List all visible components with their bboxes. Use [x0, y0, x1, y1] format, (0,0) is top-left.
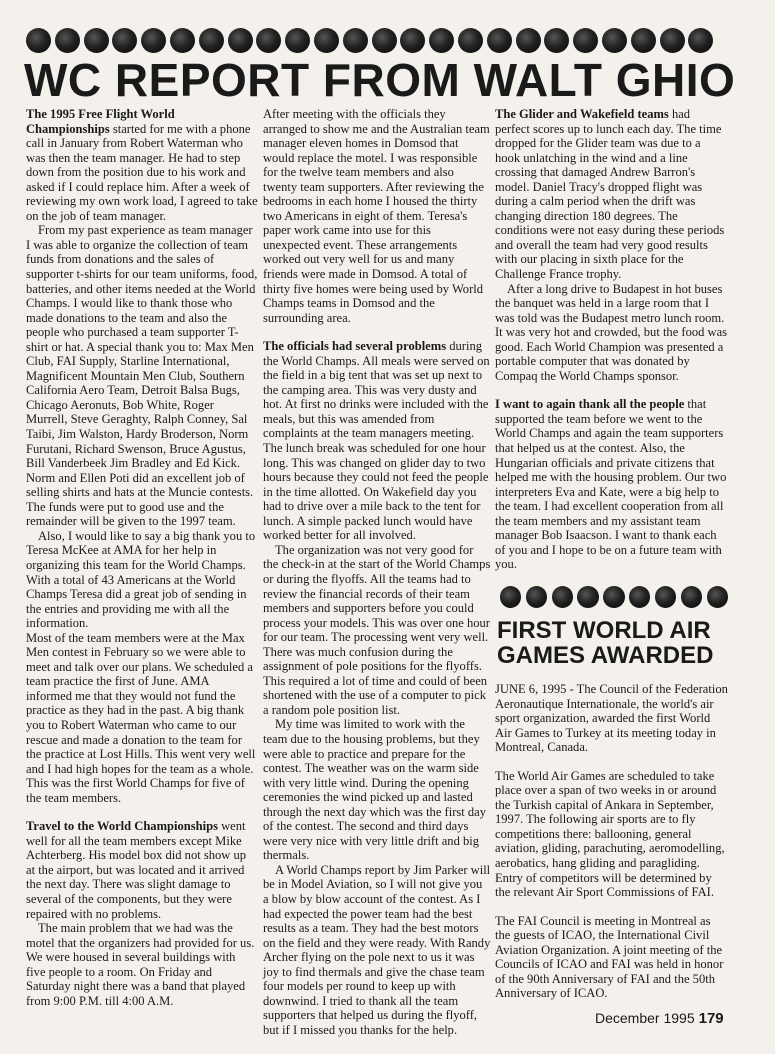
paragraph	[495, 107, 728, 282]
decorative-dot	[516, 28, 541, 53]
decorative-dot	[285, 28, 310, 53]
decorative-dot	[256, 28, 281, 53]
decorative-dot-row	[26, 28, 713, 53]
run-in-heading: Travel to the World Championships	[26, 819, 218, 834]
decorative-dot	[573, 28, 598, 53]
paragraph	[495, 397, 728, 572]
decorative-dot	[660, 28, 685, 53]
paragraph	[26, 819, 258, 921]
decorative-dot	[170, 28, 195, 53]
paragraph: After a long drive to Budapest in hot buses the banquet was held in a large room that I was told was the Budapest metro lunch room. It was very hot and crowded, but the food was good. Each World Champion was presented a portable computer that was donated by Compaq the World Champs sponsor.	[495, 281, 728, 383]
decorative-dot	[526, 586, 547, 608]
paragraph: A World Champs report by Jim Parker will be in Model Aviation, so I will not give you a blow by blow account of the contest. As I had expected the power team had the best results as a team. They had the best motors on the field and they were ready. With Randy Archer flying on the pole next to us it was joy to find thermals and give the chase team four models per round to keep up with downwind. I tried to thank all the team supporters that helped us during the flyoff, but if I missed you thanks for the help.	[263, 862, 491, 1037]
paragraph: My time was limited to work with the team due to the housing problems, but they were able to practice and prepare for the contest. The weather was on the warm side with very little wind. During the opening ceremonies the wind picked up and lasted through the next day which was the first day of the contest. The second and third days were very nice with very little drift and big thermals.	[263, 717, 487, 863]
decorative-dot	[199, 28, 224, 53]
decorative-dot	[603, 586, 624, 608]
run-in-heading: I want to again thank all the people	[495, 397, 685, 412]
page-number: 179	[698, 1010, 724, 1027]
decorative-dot	[552, 586, 573, 608]
decorative-dot	[631, 28, 656, 53]
decorative-dot	[500, 586, 521, 608]
paragraph: JUNE 6, 1995 - The Council of the Federation Aeronautique Internationale, the world's air sport organization, awarded the first World Air Games to Turkey at its meeting today in Montreal, Canada.	[495, 681, 728, 755]
paragraph: Also, I would like to say a big thank you to Teresa McKee at AMA for her help in organizing this team for the World Champs. With a total of 43 Americans at the World Champs Teresa did a great job of sending in the entries and providing me with all the information.	[26, 528, 256, 631]
paragraph: After meeting with the officials they arranged to show me and the Australian team manager eleven homes in Domsod that would replace the motel. I was responsible for the twelve team members and also twenty team supporters. After reviewing the bedrooms in each home I housed the thirty two Americans in eight of them. Teresa's paper work came into use for this unexpected event. These arrangements worked out very well for us and many friends were made in Domsod. A total of thirty five homes were being used by World Champs teams in Domsod and the surrounding area.	[263, 107, 490, 325]
decorative-dot	[55, 28, 80, 53]
decorative-dot	[84, 28, 109, 53]
paragraph-text: went well for all the team members except Mike Achterberg. His model box did not show up at the airport, but was located and it arrived the next day. There was slight damage to several of the components, but they were repaired with no problems.	[26, 819, 247, 921]
decorative-dot	[141, 28, 166, 53]
run-in-heading: The Glider and Wakefield teams	[495, 107, 669, 121]
decorative-dot	[314, 28, 339, 53]
paragraph: From my past experience as team manager I was able to organize the collection of team funds from donations and the sales of supporter t-shirts for our team uniforms, food, batteries, and other items needed at the World Champs. I would like to thank those who made donations to the team and also the people who purchased a team supporter T-shirt or hat. A special thank you to: Max Men Club, FAI Supply, Starline International, Magnificent Mountain Men Club, Southern California Aero Team, Detroit Balsa Bugs, Chicago Aeronuts, Bob White, Roger Murrell, Steve Geraghty, Ralph Conney, Sal Taibi, Jim Walston, Hardy Broderson, Norm Furutani, Richard Swenson, Bruce Agustus, Bill Vanderbeek Jim Bradley and Ed Kick. Norm and Ellen Poti did an excellent job of selling shirts and hats at the Muncie contests. The funds were put to good use and the remainder will be given to the 1997 team.	[26, 223, 258, 529]
article-title: WC REPORT FROM WALT GHIO	[24, 54, 736, 106]
decorative-dot	[400, 28, 425, 53]
decorative-dot-row	[500, 586, 728, 608]
paragraph-text: during the World Champs. All meals were served on the field in a big tent that was set up next to the camping area. This was very dusty and hot. At first no drinks were included with the meals, but this was amended from complaints at the team managers meeting. The lunch break was scheduled for one hour long. This was changed on glider day to two hours because they could not feed the people in the time allotted. On Wakefield day you had to drive over a mile back to the tent for lunch. A simple packed lunch would have worked better for all involved.	[263, 339, 490, 543]
decorative-dot	[688, 28, 713, 53]
decorative-dot	[429, 28, 454, 53]
decorative-dot	[577, 586, 598, 608]
paragraph-text: that supported the team before we went to the World Champs and again the team supporters that helped us at the contest. Also, the Hungarian officials and private citizens that helped me with the housing problem. Our two interpreters Eva and Kate, were a big help to the team. I had excellent cooperation from all the team members and my assistant team manager Bob Isaacson. I want to thank each of you and I hope to be on a future team with you.	[495, 397, 727, 572]
paragraph: The FAI Council is meeting in Montreal as the guests of ICAO, the International Civil Aviation Organization. A joint meeting of the Councils of ICAO and FAI was held in honor of the 90th Anniversary of FAI and the 50th Anniversary of ICAO.	[495, 913, 724, 1001]
paragraph	[263, 339, 491, 543]
column-3	[495, 107, 728, 1001]
decorative-dot	[343, 28, 368, 53]
page-footer	[595, 1010, 724, 1027]
decorative-dot	[26, 28, 51, 53]
decorative-dot	[372, 28, 397, 53]
paragraph: The organization was not very good for the check-in at the start of the World Champs or during the flyoffs. All the teams had to review the financial records of their team members and supporters before you could process your models. This was over one hour for our team. The processing went very well. There was much confusion during the assignment of pole positions for the flyoffs. This required a lot of time and could of been shortened with the use of a computer to pick a random pole position list.	[263, 542, 491, 717]
decorative-dot	[681, 586, 702, 608]
paragraph	[26, 107, 258, 223]
column-1	[26, 107, 258, 1008]
issue-date: December 1995	[595, 1010, 695, 1026]
decorative-dot	[602, 28, 627, 53]
sidebar-title: FIRST WORLD AIR GAMES AWARDED	[497, 616, 714, 669]
decorative-dot	[487, 28, 512, 53]
decorative-dot	[707, 586, 728, 608]
paragraph: The main problem that we had was the motel that the organizers had provided for us. We were housed in several buildings with five people to a room. On Friday and Saturday night there was a band that played from 9:00 P.M. till 4:00 A.M.	[26, 921, 255, 1008]
decorative-dot	[629, 586, 650, 608]
run-in-heading: The 1995 Free Flight World Championships	[26, 107, 175, 136]
column-2	[263, 107, 491, 1037]
paragraph: The World Air Games are scheduled to take place over a span of two weeks in or around the Turkish capital of Ankara in September, 1997. The following air sports are to fly competitions there: ballooning, general aviation, gliding, parachuting, aeromodelling, aerobatics, hang gliding and paragliding. Entry of competitors will be determined by the relevant Air Sport Commissions of FAI.	[495, 768, 725, 900]
decorative-dot	[112, 28, 137, 53]
run-in-heading: The officials had several problems	[263, 339, 447, 354]
decorative-dot	[655, 586, 676, 608]
decorative-dot	[458, 28, 483, 53]
decorative-dot	[544, 28, 569, 53]
decorative-dot	[228, 28, 253, 53]
paragraph-text: had perfect scores up to lunch each day. The time dropped for the Glider team was due to a hook unlatching in the wind and a line crossing that damaged Andrew Barron's model. Daniel Tracy's dropped flight was during a calm period when the drift was changing direction 180 degrees. The conditions were not easy during these periods and overall the team had very good results with our placing in sixth place for the Challenge France trophy.	[495, 107, 725, 282]
paragraph: Most of the team members were at the Max Men contest in February so we were able to meet and talk over our plans. We scheduled a team practice the first of June. AMA informed me that they would not fund the practice as they had in the past. A big thank you to Robert Waterman who came to our rescue and made a donation to the team for the practice at Lost Hills. This went very well and I had high hopes for the team as a whole. This was the first World Champs for five of the team members.	[26, 630, 256, 805]
paragraph-text: started for me with a phone call in January from Robert Waterman who was then the team manager. He had to step down from the position due to his work and asked if I could replace him. After a week of reviewing my own work load, I agreed to take on the job of team manager.	[26, 121, 258, 223]
